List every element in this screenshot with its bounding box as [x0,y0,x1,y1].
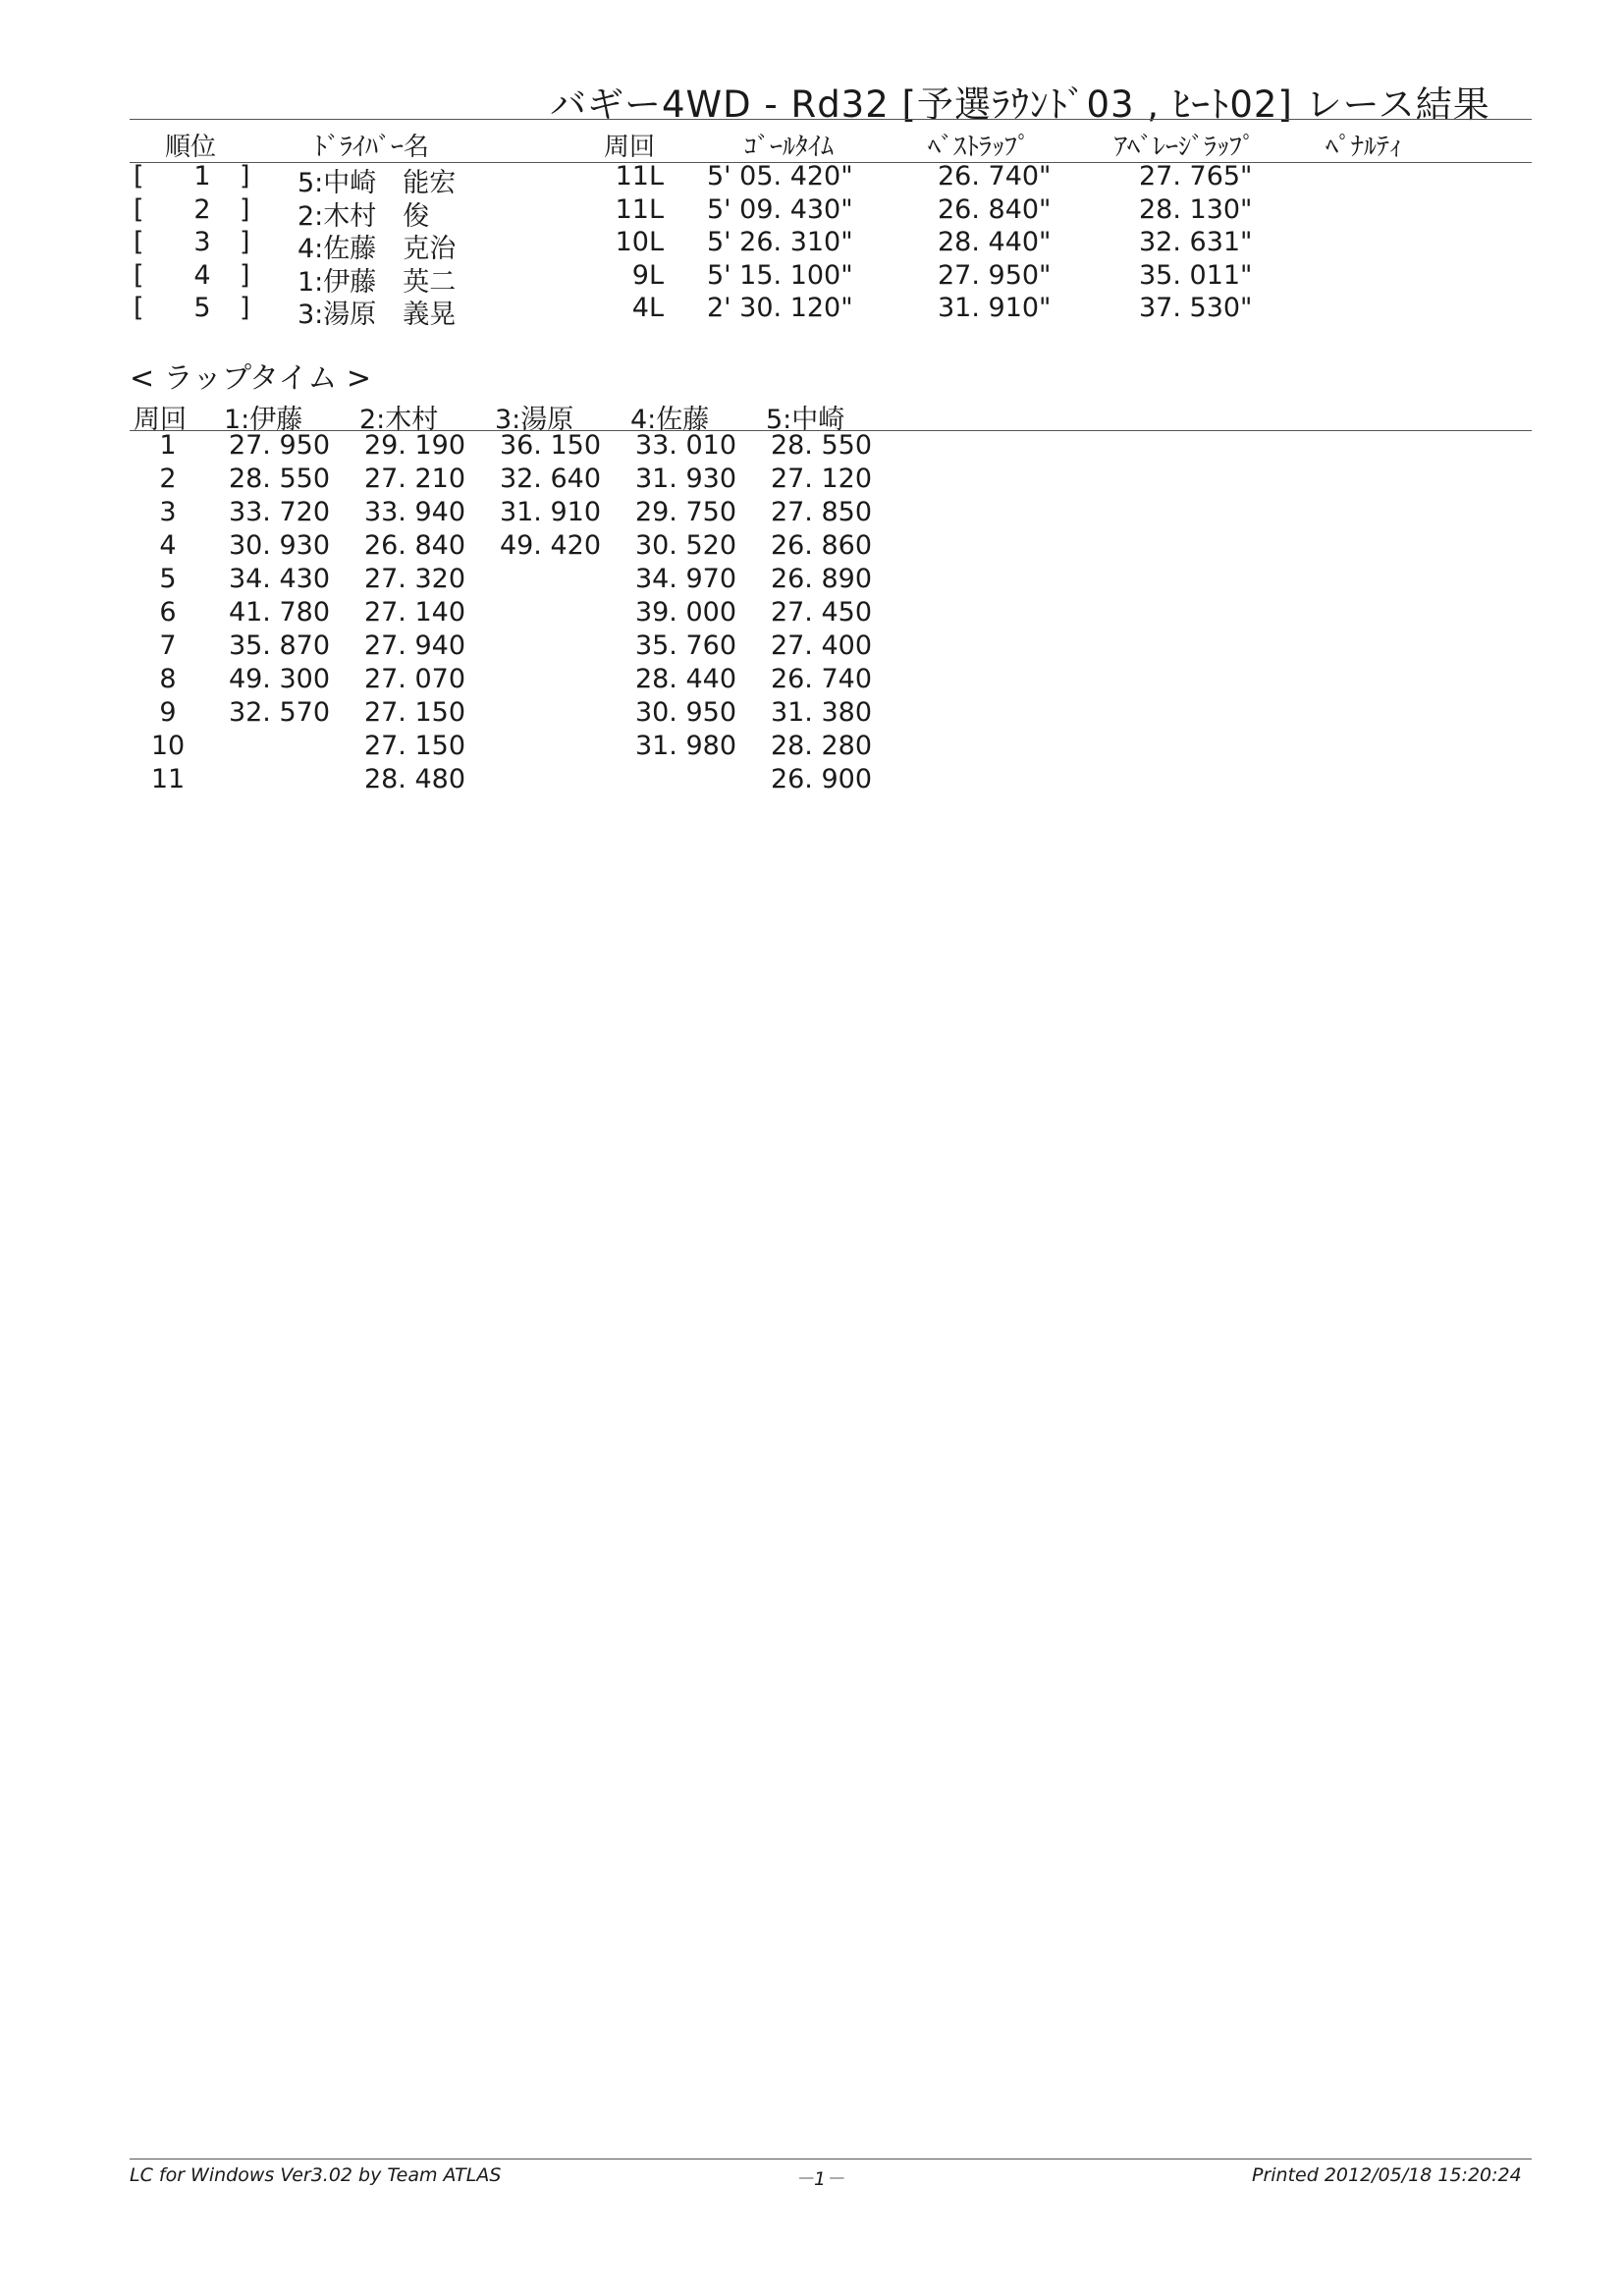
lap-number: 3 [159,497,177,527]
lap-time: 27. 150 [363,697,465,728]
bracket-open: [ [134,193,144,225]
lap-row [0,697,1623,731]
rank: 1 [193,161,211,191]
lap-time: 49. 420 [499,530,601,561]
lap-count: 4L [631,293,664,323]
header-driver: ﾄﾞﾗｲﾊﾞｰ名 [314,133,430,162]
result-row [0,193,1623,232]
lap-time: 28. 480 [363,764,465,794]
bracket-close: ] [240,227,250,257]
lap-count: 11L [615,161,664,191]
lap-row [0,597,1623,630]
lap-time: 30. 930 [228,530,330,561]
driver-name: 3:湯原 義晃 [298,300,457,330]
lap-time: 31. 980 [634,731,736,761]
lap-time: 27. 950 [228,430,330,461]
lap-number: 10 [150,731,186,761]
rank: 3 [193,227,211,257]
lap-time: 34. 430 [228,564,330,594]
bracket-close: ] [240,193,250,225]
lap-time: 26. 890 [770,564,872,594]
footer-software: LC for Windows Ver3.02 by Team ATLAS [130,2164,502,2186]
best-lap: 26. 840" [938,193,1052,225]
lap-time: 27. 140 [363,597,465,628]
lap-time: 49. 300 [228,664,330,694]
lap-time: 29. 750 [634,497,736,527]
lap-number: 11 [150,764,186,794]
result-row [0,259,1623,298]
lap-count: 10L [615,227,664,257]
lap-time: 28. 440 [634,664,736,694]
lap-time: 26. 900 [770,764,872,794]
best-lap: 27. 950" [938,259,1052,291]
goal-time: 5' 15. 100" [707,259,853,291]
header-laps: 周回 [604,133,656,162]
best-lap: 26. 740" [938,161,1052,191]
result-row [0,227,1623,264]
lap-time: 33. 720 [228,497,330,527]
lap-time: 31. 930 [634,464,736,494]
bracket-close: ] [240,161,250,191]
lap-time: 27. 320 [363,564,465,594]
goal-time: 2' 30. 120" [707,293,853,323]
driver-name: 4:佐藤 克治 [298,234,457,264]
lap-row [0,497,1623,530]
bracket-open: [ [134,161,144,191]
lap-time: 27. 940 [363,630,465,661]
lap-row [0,430,1623,464]
average-lap: 28. 130" [1139,193,1253,225]
lap-row [0,630,1623,664]
lap-number: 2 [159,464,177,494]
lap-header-driver-1: 1:伊藤 [224,405,303,435]
lap-time: 26. 860 [770,530,872,561]
lap-row [0,530,1623,564]
goal-time: 5' 09. 430" [707,193,853,225]
result-row [0,161,1623,198]
lap-time: 28. 550 [228,464,330,494]
driver-name: 1:伊藤 英二 [298,266,457,298]
header-average-lap: ｱﾍﾞﾚｰｼﾞﾗｯﾌﾟ [1114,133,1256,162]
lap-time: 33. 940 [363,497,465,527]
goal-time: 5' 05. 420" [707,161,853,191]
lap-time: 34. 970 [634,564,736,594]
lap-row [0,764,1623,797]
lap-time: 27. 850 [770,497,872,527]
lap-time: 27. 070 [363,664,465,694]
lap-time: 30. 520 [634,530,736,561]
lap-section-title: < ラップタイム > [130,361,372,396]
lap-time: 32. 640 [499,464,601,494]
result-row [0,293,1623,330]
rank: 5 [193,293,211,323]
average-lap: 35. 011" [1139,259,1253,291]
goal-time: 5' 26. 310" [707,227,853,257]
lap-row [0,464,1623,497]
lap-time: 33. 010 [634,430,736,461]
lap-time: 26. 840 [363,530,465,561]
title-underline [130,119,1532,120]
lap-count: 9L [631,259,664,291]
lap-number: 6 [159,597,177,628]
header-best-lap: ﾍﾞｽﾄﾗｯﾌﾟ [928,133,1031,162]
bracket-open: [ [134,293,144,323]
lap-count: 11L [615,193,664,225]
lap-header-driver-5: 5:中崎 [766,405,845,435]
lap-header-driver-4: 4:佐藤 [630,405,710,435]
lap-time: 32. 570 [228,697,330,728]
lap-time: 29. 190 [363,430,465,461]
lap-time: 28. 550 [770,430,872,461]
best-lap: 31. 910" [938,293,1052,323]
lap-header-driver-3: 3:湯原 [495,405,574,435]
lap-time: 39. 000 [634,597,736,628]
lap-time: 35. 870 [228,630,330,661]
lap-time: 27. 120 [770,464,872,494]
lap-time: 27. 400 [770,630,872,661]
header-goal-time: ｺﾞｰﾙﾀｲﾑ [744,133,835,162]
lap-time: 27. 210 [363,464,465,494]
lap-time: 41. 780 [228,597,330,628]
average-lap: 27. 765" [1139,161,1253,191]
driver-name: 2:木村 俊 [298,200,430,232]
rank: 4 [193,259,211,291]
bracket-close: ] [240,293,250,323]
lap-time: 35. 760 [634,630,736,661]
average-lap: 37. 530" [1139,293,1253,323]
lap-row [0,731,1623,764]
lap-number: 8 [159,664,177,694]
footer-printed: Printed 2012/05/18 15:20:24 [1252,2164,1522,2186]
lap-number: 4 [159,530,177,561]
lap-row [0,664,1623,697]
lap-time: 26. 740 [770,664,872,694]
lap-time: 28. 280 [770,731,872,761]
lap-header-lap: 周回 [134,405,187,435]
lap-time: 27. 450 [770,597,872,628]
lap-row [0,564,1623,597]
lap-time: 30. 950 [634,697,736,728]
bracket-close: ] [240,259,250,291]
footer-page-number: －1－ [795,2168,845,2190]
average-lap: 32. 631" [1139,227,1253,257]
header-rank: 順位 [165,133,217,162]
header-penalty: ﾍﾟﾅﾙﾃｨ [1325,133,1403,162]
lap-time: 31. 380 [770,697,872,728]
bracket-open: [ [134,259,144,291]
lap-time: 27. 150 [363,731,465,761]
driver-name: 5:中崎 能宏 [298,168,457,198]
lap-time: 36. 150 [499,430,601,461]
lap-header-driver-2: 2:木村 [359,405,439,435]
lap-number: 9 [159,697,177,728]
lap-number: 5 [159,564,177,594]
lap-time: 31. 910 [499,497,601,527]
bracket-open: [ [134,227,144,257]
lap-number: 7 [159,630,177,661]
rank: 2 [193,193,211,225]
lap-number: 1 [159,430,177,461]
best-lap: 28. 440" [938,227,1052,257]
page-title: バギー4WD - Rd32 [予選ﾗｳﾝﾄﾞ03 , ﾋｰﾄ02] レース結果 [550,83,1490,126]
